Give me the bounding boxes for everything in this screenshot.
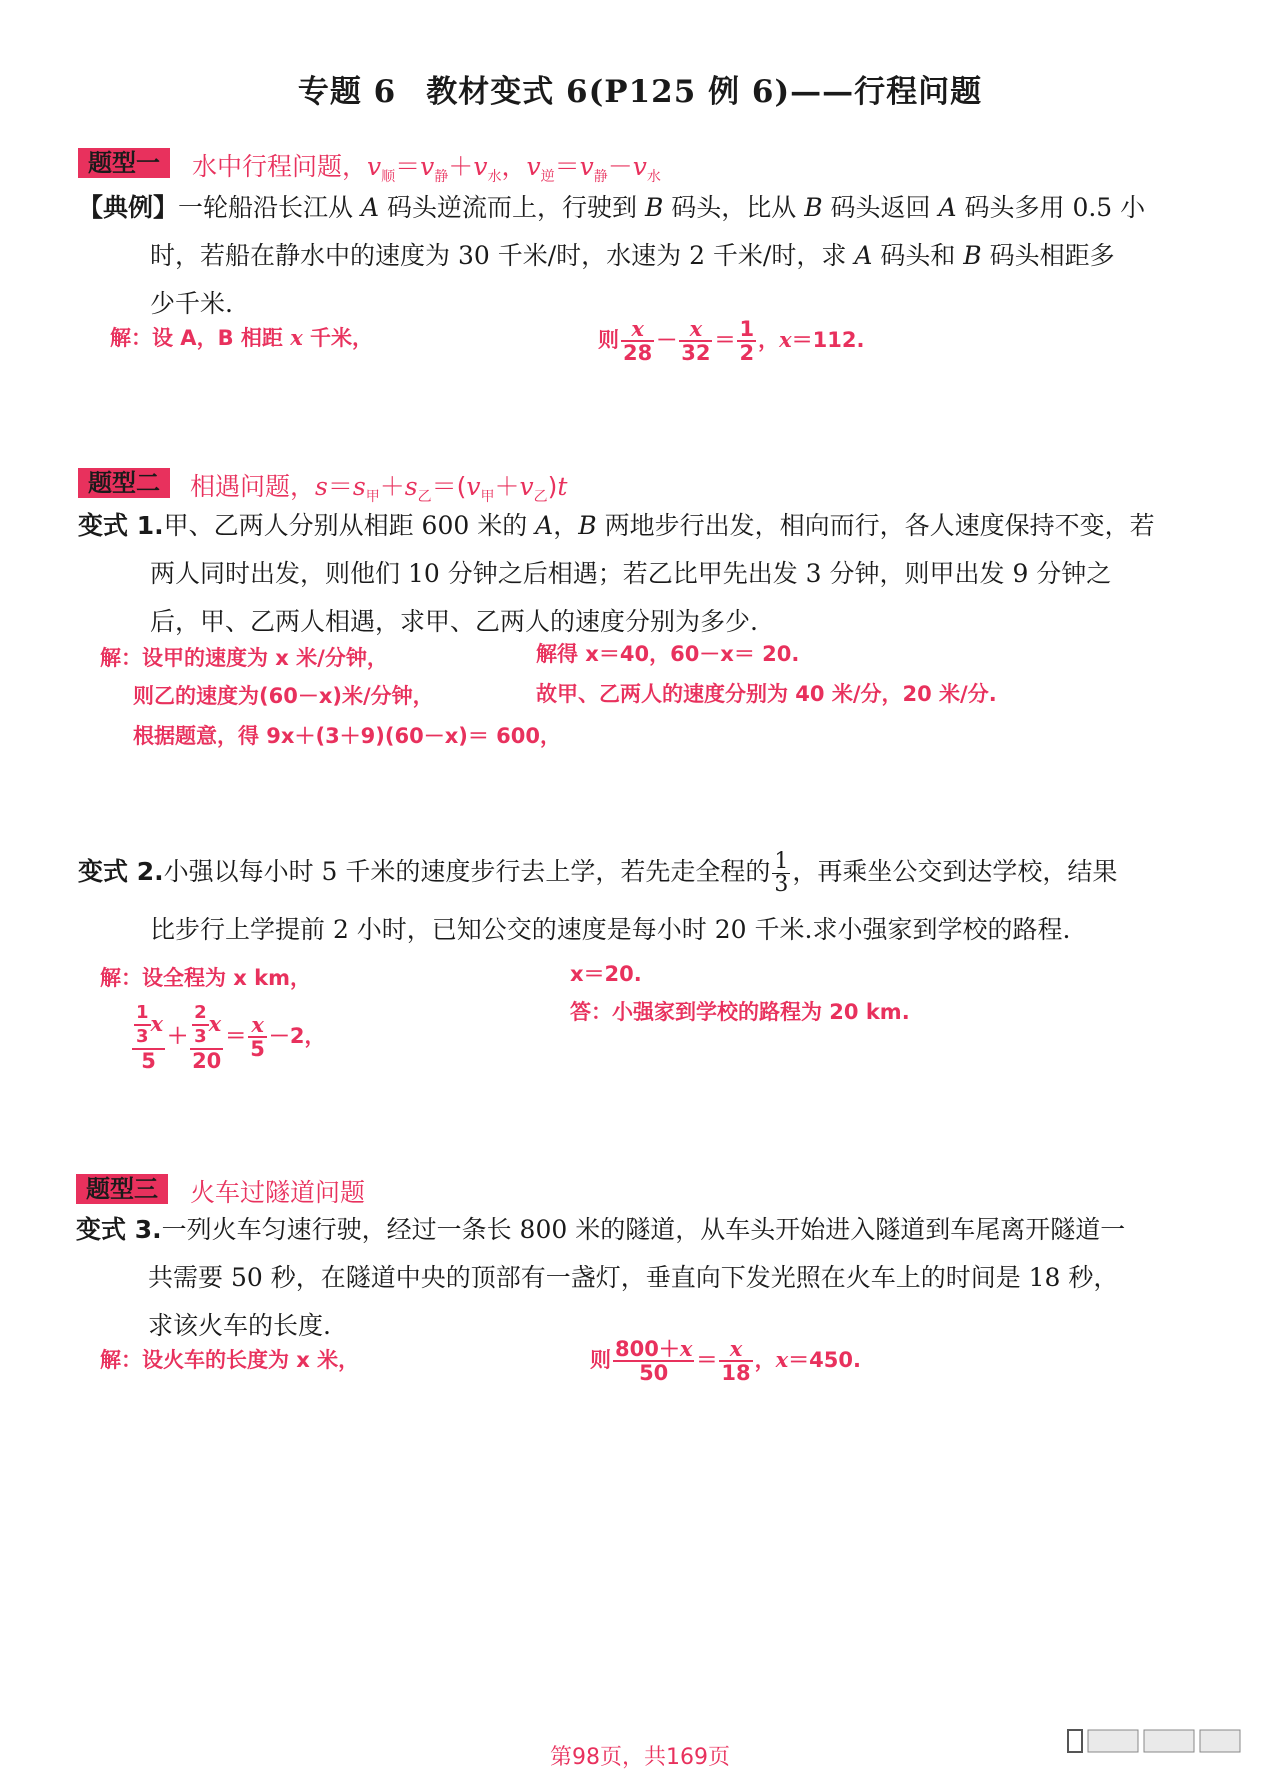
type1-heading: 水中行程问题，$v_顺=v_静+v_水$，$v_逆=v_静-v_水$ (192, 152, 661, 185)
variant3-sol-right: 则 $\frac{800+x}{50}$ ＝ $\frac{x}{18}$ ，x＝450. (590, 1336, 861, 1385)
variant2-label: 变式 2. (78, 857, 164, 886)
variant1-sol-1: 解：设甲的速度为 x 米/分钟， (100, 646, 388, 670)
variant2-problem (78, 848, 1158, 896)
page-indicator: 第98页，共169页 (550, 1745, 730, 1770)
variant1-sol-5: 故甲、乙两人的速度分别为 40 米/分，20 米/分. (536, 682, 997, 706)
variant2-sol-2: $\frac{1}{3}$ x 5 ＋ $\frac{2}{3}$ x 20 ＝ $\frac{x}{5}$ －2， (130, 1002, 326, 1072)
example-solution-right: 则 $\frac{x}{28}$ － $\frac{x}{32}$ ＝ $\frac{1}{2}$ ，x＝112. (598, 316, 865, 365)
type2-heading: 相遇问题，$s=s_甲+s_乙=(v_甲+v_乙)t$ (190, 472, 568, 505)
page-title (0, 66, 1280, 111)
variant3-problem (76, 1206, 1156, 1350)
type1-heading-text: 水中行程问题 (192, 152, 343, 181)
variant2-sol-4: 答：小强家到学校的路程为 20 km. (570, 1000, 910, 1024)
variant2-sol-1: 解：设全程为 x km， (100, 966, 312, 990)
variant1-sol-3: 根据题意，得 9x＋(3＋9)(60－x)＝ 600， (133, 724, 561, 748)
example-solution-left: 解：设 A，B 相距 x 千米， (110, 325, 374, 350)
variant3-label: 变式 3. (76, 1215, 162, 1244)
example-text-visual: 一轮船沿长江从 A 码头逆流而上，行驶到 B 码头，比从 B 码头返回 A 码头多用 0.5 小 时，若船在静水中的速度为 30 千米/时，水速为 2 千米/时，求 A 码头和 B 码头相距多 少千米. (150, 193, 1146, 318)
variant3-sol-left: 解：设火车的长度为 x 米， (100, 1348, 360, 1372)
variant1-label: 变式 1. (78, 511, 164, 540)
type3-tag: 题型三 (76, 1174, 168, 1204)
variant1-text-visual: 甲、乙两人分别从相距 600 米的 A，B 两地步行出发，相向而行，各人速度保持不变，若 两人同时出发，则他们 10 分钟之后相遇；若乙比甲先出发 3 分钟，则甲出发 9 分钟之 后，甲、乙两人相遇，求甲、乙两人的速度分别为多少. (150, 511, 1155, 636)
type2-heading-text: 相遇问题 (190, 472, 291, 501)
example-problem (78, 184, 1158, 328)
type2-tag: 题型二 (78, 468, 170, 498)
variant2-text-b: 比步行上学提前 2 小时，已知公交的速度是每小时 20 千米.求小强家到学校的路程. (150, 915, 1071, 944)
scroll-bars-icon (1066, 1728, 1256, 1754)
variant3-text-visual: 一列火车匀速行驶，经过一条长 800 米的隧道，从车头开始进入隧道到车尾离开隧道一 共需要 50 秒，在隧道中央的顶部有一盏灯，垂直向下发光照在火车上的时间是 18 秒， 求该火车的长度. (148, 1215, 1126, 1340)
type1-tag: 题型一 (78, 148, 170, 178)
variant1-sol-4: 解得 x＝40，60－x＝ 20. (536, 642, 800, 666)
type3-heading: 火车过隧道问题 (190, 1178, 366, 1207)
title-text: 教材变式 6(P125 例 6)——行程问题 (426, 74, 983, 110)
variant1-sol-2: 则乙的速度为(60－x)米/分钟， (133, 684, 434, 708)
variant2-sol-3: x＝20. (570, 962, 642, 986)
example-label: 【典例】 (78, 193, 179, 222)
variant1-problem (78, 502, 1158, 646)
variant2-text-a: 小强以每小时 5 千米的速度步行去上学，若先走全程的 $\frac{1}{3}$ ，再乘坐公交到达学校，结果 (163, 849, 1118, 897)
topic-number: 专题 6 (297, 74, 397, 110)
